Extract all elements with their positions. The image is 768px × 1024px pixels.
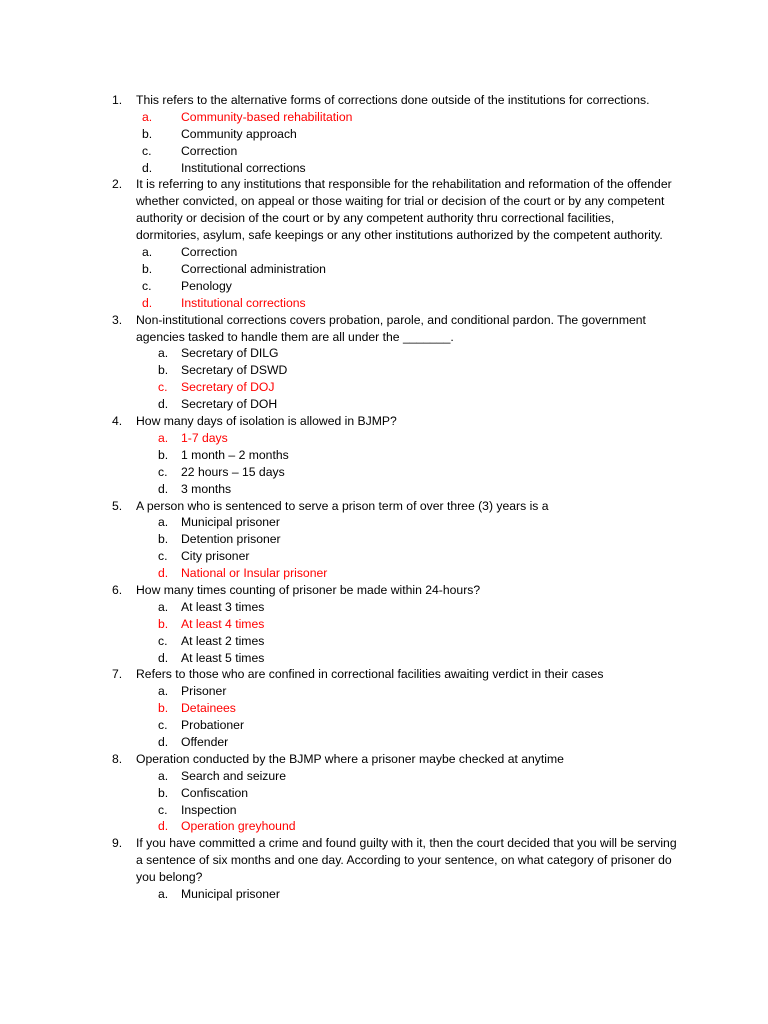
question-number: 2.	[112, 177, 123, 192]
option-4d	[0, 481, 768, 498]
option-text: At least 4 times	[181, 616, 265, 631]
option-4c	[0, 464, 768, 481]
option-1c	[0, 143, 768, 160]
question-1	[0, 92, 768, 109]
option-letter: a.	[158, 346, 169, 361]
option-letter: a.	[142, 109, 153, 124]
question-8	[0, 751, 768, 768]
option-letter: b.	[158, 447, 169, 462]
option-letter: c.	[142, 143, 152, 158]
option-text: Correction	[181, 143, 238, 158]
option-letter: d.	[158, 650, 169, 665]
option-text: At least 3 times	[181, 599, 265, 614]
option-text: City prisoner	[181, 549, 250, 564]
option-1d	[0, 160, 768, 177]
option-7d	[0, 734, 768, 751]
option-text: 22 hours – 15 days	[181, 464, 285, 479]
option-4a	[0, 430, 768, 447]
option-2a	[0, 244, 768, 261]
option-text: Institutional corrections	[181, 295, 306, 310]
question-number: 6.	[112, 582, 123, 597]
option-6d	[0, 650, 768, 667]
option-letter: c.	[158, 718, 168, 733]
question-text: Operation conducted by the BJMP where a prisoner maybe checked at anytime	[136, 751, 564, 766]
option-text: Community approach	[181, 126, 297, 141]
question-6	[0, 582, 768, 599]
option-text: Search and seizure	[181, 768, 287, 783]
question-2	[0, 176, 768, 244]
option-text: Secretary of DOH	[181, 397, 278, 412]
option-letter: d.	[158, 819, 169, 834]
option-5c	[0, 548, 768, 565]
question-text: It is referring to any institutions that responsible for the rehabilitation and reformation of the offender whether convicted, on appeal or those waiting for trial or decision of the court or by any competent authority or decision of the court or by any competent authority thru correctional facilities, dormitories, asylum, safe keepings or any other institutions authorized by the competent authority.	[136, 177, 672, 243]
option-8d	[0, 818, 768, 835]
option-letter: b.	[142, 261, 153, 276]
option-1a	[0, 109, 768, 126]
option-6c	[0, 633, 768, 650]
option-5b	[0, 531, 768, 548]
option-5d	[0, 565, 768, 582]
option-letter: d.	[158, 481, 169, 496]
document-page	[0, 92, 768, 992]
option-letter: a.	[158, 684, 169, 699]
question-text: Refers to those who are confined in correctional facilities awaiting verdict in their cases	[136, 667, 604, 682]
question-number: 1.	[112, 93, 123, 107]
option-text: Confiscation	[181, 785, 249, 800]
option-letter: c.	[158, 802, 168, 817]
question-3	[0, 312, 768, 346]
option-letter: a.	[158, 430, 169, 445]
option-3b	[0, 362, 768, 379]
option-text: 3 months	[181, 481, 232, 496]
question-number: 5.	[112, 498, 123, 513]
option-7b	[0, 700, 768, 717]
question-number: 8.	[112, 751, 123, 766]
question-number: 4.	[112, 414, 123, 429]
question-9	[0, 835, 768, 886]
option-text: National or Insular prisoner	[181, 566, 328, 581]
option-letter: b.	[158, 785, 169, 800]
option-text: Probationer	[181, 718, 245, 733]
option-text: Secretary of DILG	[181, 346, 279, 361]
option-text: Prisoner	[181, 684, 227, 699]
option-text: Municipal prisoner	[181, 515, 280, 530]
option-3d	[0, 396, 768, 413]
option-letter: a.	[142, 245, 153, 260]
question-4	[0, 413, 768, 430]
option-text: Secretary of DSWD	[181, 363, 288, 378]
option-letter: c.	[158, 464, 168, 479]
option-4b	[0, 447, 768, 464]
question-5	[0, 498, 768, 515]
question-text: Non-institutional corrections covers probation, parole, and conditional pardon. The government agencies tasked to handle them are all under the _______.	[136, 312, 646, 344]
option-1b	[0, 126, 768, 143]
option-text: Institutional corrections	[181, 160, 306, 175]
option-letter: d.	[142, 295, 153, 310]
option-3a	[0, 345, 768, 362]
option-9a	[0, 886, 768, 903]
option-text: At least 2 times	[181, 633, 265, 648]
option-letter: c.	[142, 278, 152, 293]
option-letter: d.	[158, 735, 169, 750]
option-letter: c.	[158, 633, 168, 648]
option-letter: c.	[158, 380, 168, 395]
option-letter: b.	[158, 701, 169, 716]
option-3c	[0, 379, 768, 396]
option-text: 1-7 days	[181, 430, 228, 445]
option-text: Inspection	[181, 802, 237, 817]
option-text: Secretary of DOJ	[181, 380, 275, 395]
question-text: A person who is sentenced to serve a prison term of over three (3) years is a	[136, 498, 549, 513]
option-6b	[0, 616, 768, 633]
option-8b	[0, 785, 768, 802]
option-5a	[0, 514, 768, 531]
question-number: 3.	[112, 312, 123, 327]
option-letter: b.	[158, 532, 169, 547]
option-text: Correctional administration	[181, 261, 326, 276]
option-letter: d.	[158, 566, 169, 581]
option-7a	[0, 683, 768, 700]
question-text: If you have committed a crime and found guilty with it, then the court decided that you will be serving a sentence of six months and one day. According to your sentence, on what category of prisoner do you belong?	[136, 836, 677, 885]
option-2c	[0, 278, 768, 295]
question-number: 9.	[112, 836, 123, 851]
option-text: Municipal prisoner	[181, 887, 280, 902]
question-7	[0, 666, 768, 683]
option-letter: a.	[158, 768, 169, 783]
option-text: Penology	[181, 278, 232, 293]
option-letter: b.	[142, 126, 153, 141]
option-text: Correction	[181, 245, 238, 260]
option-text: Detention prisoner	[181, 532, 281, 547]
option-2d	[0, 295, 768, 312]
question-text: This refers to the alternative forms of corrections done outside of the institutions for corrections.	[136, 93, 650, 107]
option-letter: d.	[142, 160, 153, 175]
option-text: Community-based rehabilitation	[181, 109, 353, 124]
option-6a	[0, 599, 768, 616]
option-8a	[0, 768, 768, 785]
option-letter: b.	[158, 616, 169, 631]
question-number: 7.	[112, 667, 123, 682]
question-text: How many times counting of prisoner be made within 24-hours?	[136, 582, 481, 597]
option-letter: a.	[158, 515, 169, 530]
option-8c	[0, 802, 768, 819]
option-text: Operation greyhound	[181, 819, 296, 834]
option-7c	[0, 717, 768, 734]
option-2b	[0, 261, 768, 278]
option-text: At least 5 times	[181, 650, 265, 665]
option-text: Offender	[181, 735, 229, 750]
option-letter: a.	[158, 599, 169, 614]
option-letter: b.	[158, 363, 169, 378]
option-text: 1 month – 2 months	[181, 447, 289, 462]
option-text: Detainees	[181, 701, 236, 716]
option-letter: d.	[158, 397, 169, 412]
option-letter: c.	[158, 549, 168, 564]
option-letter: a.	[158, 887, 169, 902]
question-text: How many days of isolation is allowed in BJMP?	[136, 414, 397, 429]
